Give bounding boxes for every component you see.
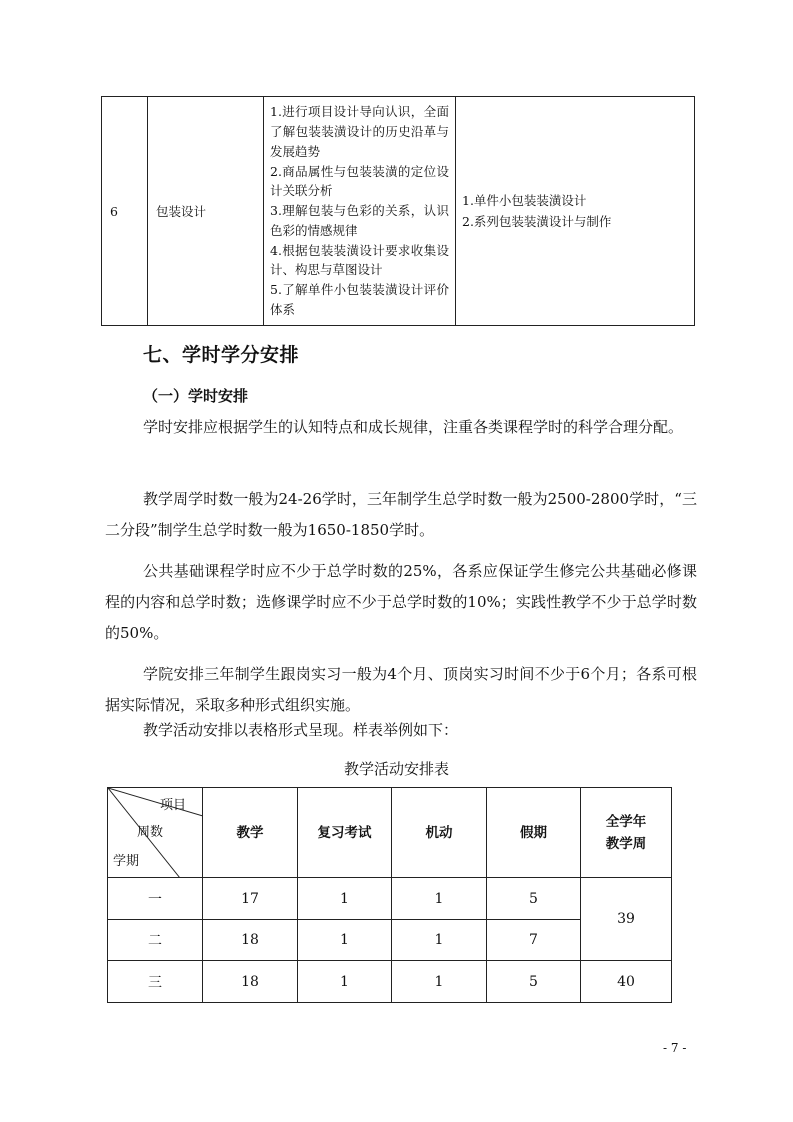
table-row [102,97,695,326]
paragraph: 公共基础课程学时应不少于总学时数的25%，各系应保证学生修完公共基础必修课程的内容和总学时数；选修课学时应不少于总学时数的10%；实践性教学不少于总学时数的50%。 [105,562,697,642]
content-item: 1.进行项目设计导向认识，全面了解包装装潢设计的历史沿革与发展趋势 [270,104,449,159]
header-total-line1: 全学年 [605,813,647,830]
content-item: 5.了解单件小包装装潢设计评价体系 [270,282,449,318]
content-item: 4.根据包装装潢设计要求收集设计、构思与草图设计 [270,242,449,278]
value-cell: 1 [392,878,487,920]
value-cell: 18 [203,920,298,961]
header-exam: 复习考试 [298,788,392,878]
paragraph: 学院安排三年制学生跟岗实习一般为4个月、顶岗实习时间不少于6个月；各系可根据实际情况，采取多种形式组织实施。 [105,665,697,714]
paragraph: 教学活动安排以表格形式呈现。样表举例如下： [143,721,459,739]
course-tasks [456,97,695,326]
corner-label-project: 项目 [160,798,187,813]
value-cell: 17 [203,878,298,920]
content-item: 3.理解包装与色彩的关系，认识色彩的情感规律 [270,203,449,238]
paragraph: 学时安排应根据学生的认知特点和成长规律，注重各类课程学时的科学合理分配。 [143,418,684,436]
value-cell: 1 [298,878,392,920]
value-cell: 1 [392,920,487,961]
table-header-row [108,788,672,878]
term-cell: 一 [108,878,203,920]
section-title: 七、学时学分安排 [143,344,300,366]
subsection-title: （一）学时安排 [143,387,249,405]
term-cell: 三 [108,961,203,1003]
term-cell: 二 [108,920,203,961]
course-content [264,97,456,326]
header-teaching: 教学 [203,788,298,878]
task-item: 2.系列包装装潢设计与制作 [462,214,612,229]
header-holiday: 假期 [487,788,581,878]
value-cell: 1 [392,961,487,1003]
total-cell: 39 [581,878,672,961]
course-index: 6 [102,97,148,326]
value-cell: 18 [203,961,298,1003]
diagonal-header-cell [108,788,203,878]
value-cell: 5 [487,961,581,1003]
total-cell: 40 [581,961,672,1003]
header-total-line2: 教学周 [605,835,647,852]
paragraph: 教学周学时数一般为24-26学时，三年制学生总学时数一般为2500-2800学时，“三二分段”制学生总学时数一般为1650-1850学时。 [105,490,697,539]
value-cell: 1 [298,920,392,961]
header-total-weeks [581,788,672,878]
value-cell: 1 [298,961,392,1003]
corner-label-term: 学期 [113,854,140,869]
task-item: 1.单件小包装装潢设计 [462,193,587,208]
table-caption: 教学活动安排表 [343,760,449,778]
schedule-table [107,787,672,1003]
course-name: 包装设计 [148,97,264,326]
header-flexible: 机动 [392,788,487,878]
table-row [108,878,672,920]
value-cell: 5 [487,878,581,920]
content-item: 2.商品属性与包装装潢的定位设计关联分析 [270,163,449,199]
course-content-table [101,96,695,326]
table-row [108,961,672,1003]
corner-label-weeks: 周数 [137,825,164,840]
value-cell: 7 [487,920,581,961]
page-number: - 7 - [663,1041,687,1055]
